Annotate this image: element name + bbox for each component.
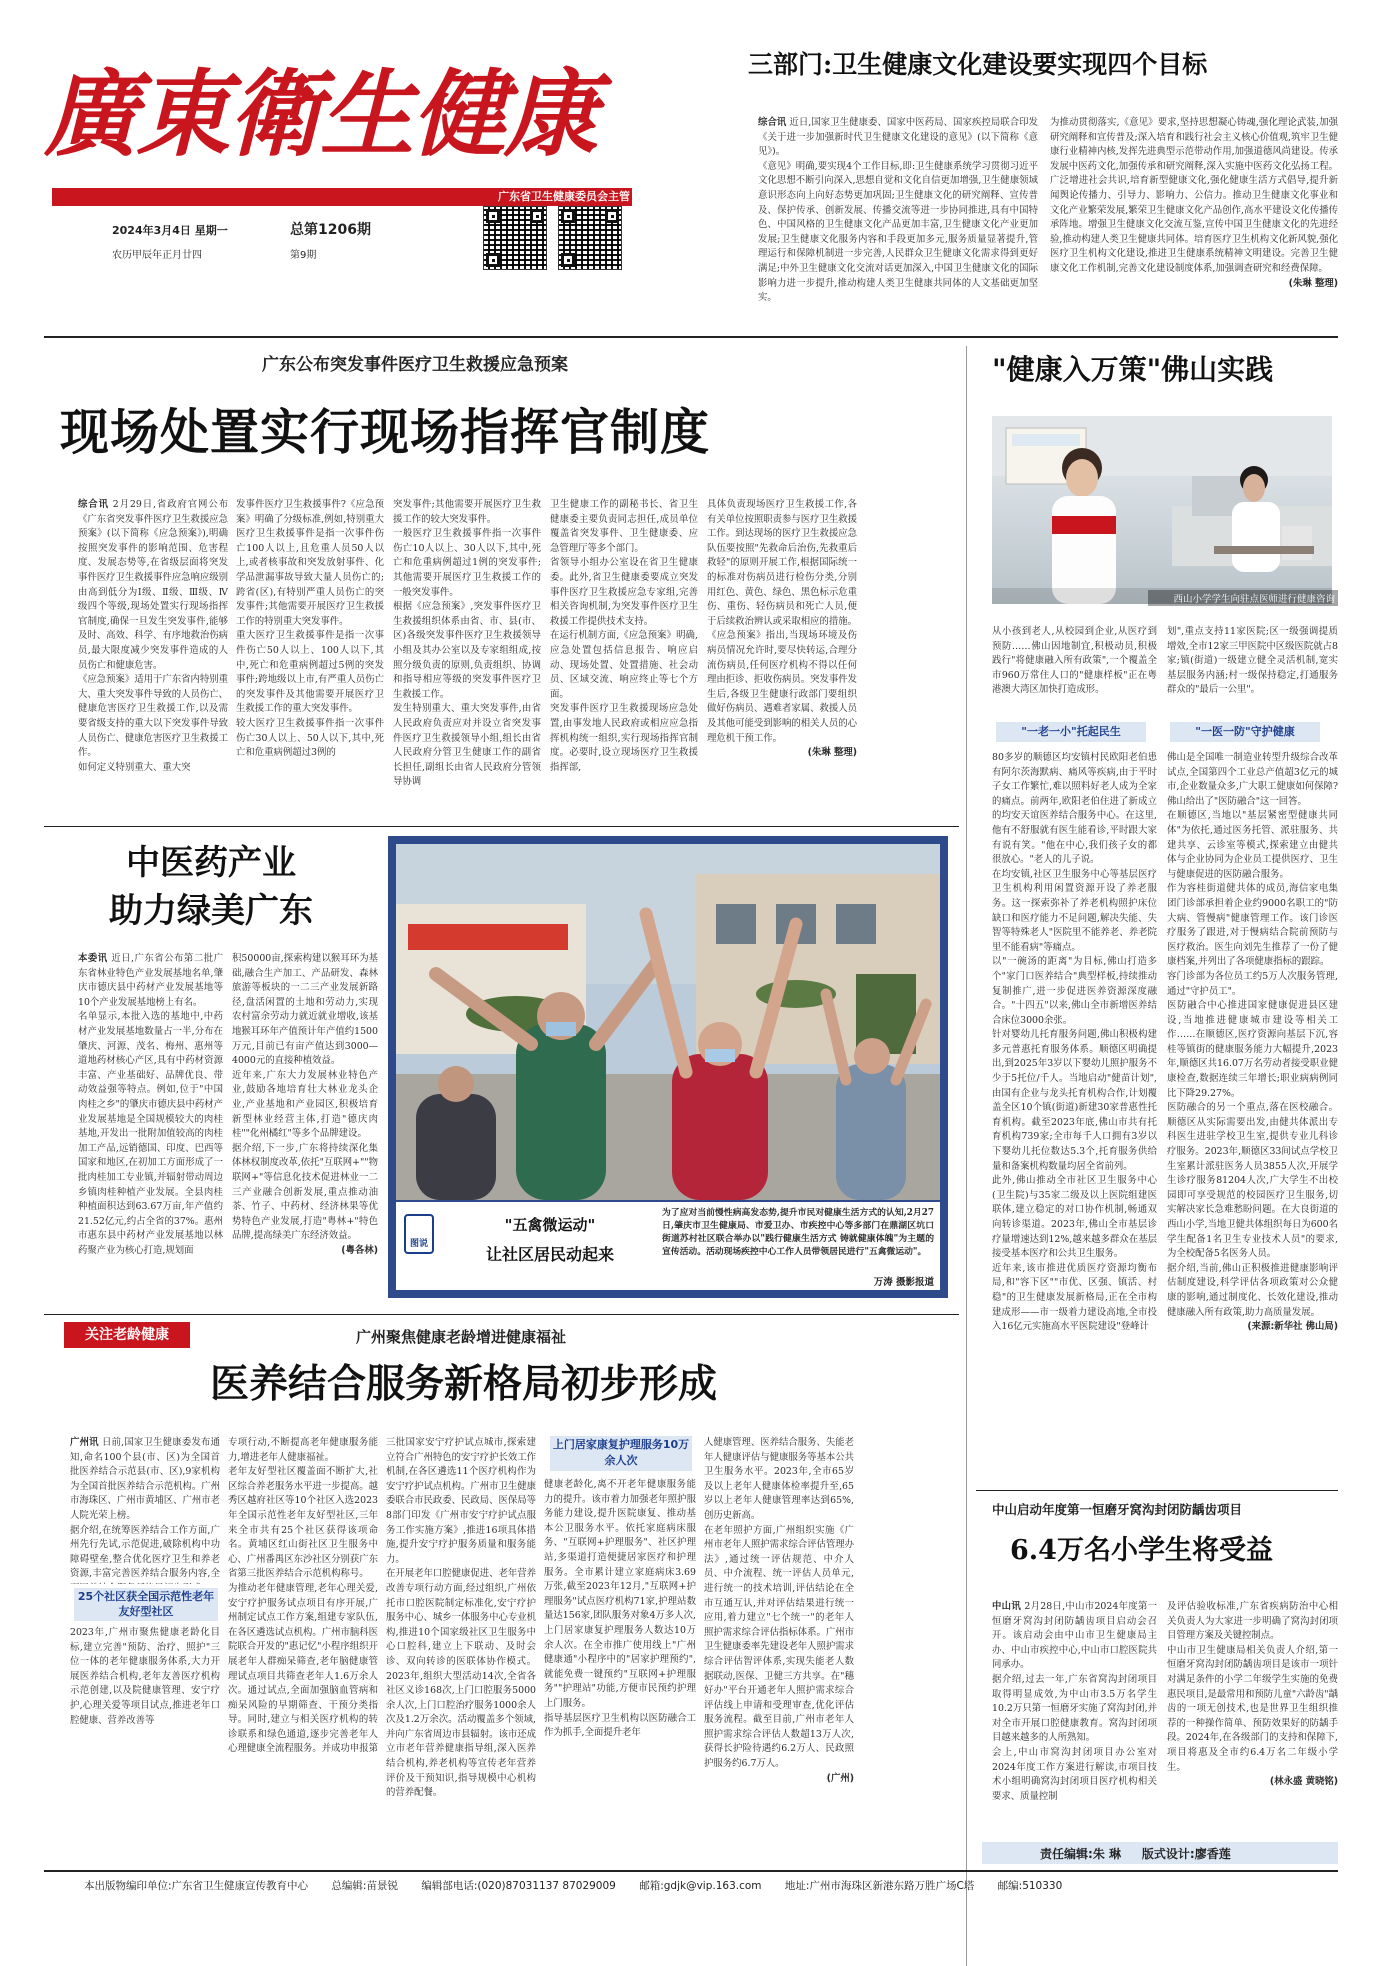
emergency-col1-text: 2月29日,省政府官网公布《广东省突发事件医疗卫生救援应急预案》(以下简称《应急预案》),明确按照突发事件的影响范围、危害程度、发展态势等,在省级层面将突发事件医疗卫生救援事件应急响应级别由高到低分为Ⅰ级、Ⅱ级、Ⅲ级、Ⅳ级四个等级,现场处置实行现场指挥官制度,确保一旦发生突发事件,能够及时、高效、科学、有序地救治伤病员,最大限度减少突发事件造成的人员伤亡和健康危害。 《应急预案》适用于广东省内特别重大、重大突发事件导致的人员伤亡、健康危害医疗卫生救援工作,以及需要省级支持的重大以下突发事件导致人员伤亡、健康危害医疗卫生救援工作。 如何定义特别重大、重大突 [78, 499, 228, 773]
tushuo-icon [404, 1214, 434, 1254]
zhongshan-title: 6.4万名小学生将受益 [1010, 1535, 1273, 1566]
elderly-kicker: 广州聚焦健康老龄增进健康福祉 [356, 1328, 567, 1346]
elderly-lead: 广州讯 [70, 1437, 99, 1448]
tcm-col2-text: 积50000亩,探索构建以猴耳环为基础,融合生产加工、产品研发、森林旅游等板块的一二三产业发展新路径,盘活闲置的土地和劳动力,实现农村富余劳动力就近就业增收,该基地猴耳环年产值预计年产值约1500万元,目前已有亩产值达到3000—4000元的直接种植效益。 近年来,广东大力发展林业特色产业,鼓励各地培育壮大林业龙头企业,产业基地和产业园区,积极培育新型林业经营主体,打造"德庆肉桂""化州橘红"等多个品牌建设。 据介绍,下一步,广东将持续深化集体林权制度改革,依托"互联网+""物联网+"等信息化技术促进林业一二三产业融合创新发展,重点推动油茶、竹子、中药材、经济林果等优势特色产业发展,打造"粤林+"特色品牌,提高绿美广东经济效益。 [232, 953, 378, 1242]
divider-vertical-right [966, 346, 967, 1966]
tcm-col1-text: 近日,广东省公布第二批广东省林业特色产业发展基地名单,肇庆市德庆县中药材产业发展基地等10个产业发展基地榜上有名。 名单显示,本批入选的基地中,中药材产业发展基地数量占一半,分布在肇庆、河源、茂名、梅州、惠州等道地药材核心产区,具有中药材资源丰富、产业基础好、品牌优良、带动效益强等特点。例如,位于"中国肉桂之乡"的肇庆市德庆县中药材产业发展基地是全国规模较大的肉桂基地,开发出一批附加值较高的肉桂加工产品,远销德国、印度、巴西等国家和地区,在初加工方面形成了一批肉桂加工专业镇,并辐射带动周边乡镇肉桂种植产业发展。全县肉桂种植面积达到63.67万亩,年产值约21.52亿元,约占全省的37%。惠州市惠东县中药材产业发展基地以林药聚产业为核心打造,规划面 [78, 953, 223, 1256]
tcm-title-1: 中医药产业 [126, 843, 296, 883]
footer-postcode: 邮编:510330 [997, 1880, 1063, 1892]
foshan-col2-text: 佛山是全国唯一制造业转型升级综合改革试点,全国第四个工业总产值超3亿元的城市,企业数量众多,广大职工健康如何保障?佛山给出了"医防融合"这一回答。 在顺德区,当地以"基层紧密型健康共同体"为依托,通过医务托管、派驻服务、共建共享、云诊室等模式,探索建立由健共体与企业协同为企业员工提供医疗、卫生与健康促进的医防融合服务。 作为容桂街道健共体的成员,海信家电集团门诊部承担着企业约9000名职工的"防大病、管慢病"健康管理工作。该门诊医疗服务了跟进,对于慢病结合院前预防与医疗救治。医生向刘先生推荐了一份了健康档案,并列出了各项健康指标的跟踪。 容门诊部为各位员工约5万人次服务管理,通过"守护员工"。 医防融合中心推进国家健康促进县区建设,当地推进健康城市建设等相关工作……在顺德区,医疗资源向基层下沉,容桂等镇街的健康服务能力大幅提升,2023年,顺德区共16.07万名劳动者接受职业健康检查,数据连续三年增长;职业病病例同比下降29.27%。 医防融合的另一个重点,落在医校融合。顺德区从实际需要出发,由健共体派出专科医生进驻学校卫生室,提供专业儿科诊疗服务。2023年,顺德区33间试点学校卫生室累计派驻医务人员3855人次,开展学生诊疗服务81204人次,广大学生不出校园即可享受规范的校园医疗卫生服务,切实解决家长急难愁盼问题。在大良街道的西山小学,当地卫健共体组织每日为600名学生配备1名卫生专业技术人员"的要求,为全校配备5名医务人员。 据介绍,当前,佛山正积极推进健康影响评估制度建设,科学评估各项政策对公众健康的影响,通过制度化、长效化建设,推动健康融入所有政策,助力高质量发展。 [1167, 752, 1338, 1318]
tcm-title-2: 助力绿美广东 [109, 891, 313, 931]
foshan-subhead-2: "一医一防"守护健康 [1170, 722, 1320, 742]
foshan-title: "健康入万策"佛山实践 [992, 353, 1274, 386]
zhongshan-col2 [1167, 1600, 1338, 1828]
editors-line [1040, 1845, 1231, 1862]
exercise-photo-illustration [396, 844, 940, 1200]
elderly-col5 [704, 1436, 854, 1842]
elderly-col5-text: 人健康管理、医养结合服务、失能老年人健康评估与健康服务等基本公共卫生服务水平。2023年,全市65岁及以上老年人健康体检率提升至,65岁以上老年人健康管理率达到65%,创历史新高。 在老年照护方面,广州组织实施《广州市老年人照护需求综合评估管理办法》,通过统一评估规范、中介人员、中介流程、统一评估人员单元,进行统一的技术培训,评估结论在全市互通互认,并对评估结果进行统一应用,着力建立"七个统一"的老年人照护需求综合评估指标体系。广州市卫生健康委率先建设老年人照护需求综合评估智评体系,实现失能老人数据联动,医保、卫健三方共享。在"穗好办"平台开通老年人照护需求综合评估线上申请和受理审查,优化评估服务流程。截至目前,广州市老年人照护需求综合评估人数超13万人次,获得长护险待遇约6.2万人、民政照护服务约6.7万人。 [704, 1437, 854, 1770]
footer-email[interactable]: 邮箱:gdjk@vip.163.com [639, 1880, 762, 1892]
emergency-col3: 突发事件;其他需要开展医疗卫生救援工作的较大突发事件。 一般医疗卫生救援事件指一次事件伤亡10人以上、30人以下,其中,死亡和危重病例超过1例的突发事件;其他需要开展医疗卫生救援工作的一般突发事件。 根据《应急预案》,突发事件医疗卫生救援组织体系由省、市、县(市、区)各级突发事件医疗卫生救援领导小组及其办公室以及专家组组成,按照分级负责的原则,负责组织、协调和指导相应等级的突发事件医疗卫生救援工作。 发生特别重大、重大突发事件,由省人民政府负责应对并设立省突发事件医疗卫生救援领导小组,组长由省人民政府分管卫生健康工作的副省长担任,副组长由省人民政府分管领导协调 [393, 499, 541, 788]
exercise-title-1: "五禽微运动" [504, 1216, 596, 1234]
elderly-col1b: 2023年,广州市聚焦健康老龄化目标,建立完善"预防、治疗、照护"三位一体的老年健康服务体系,大力开展医养结合机构,老年友善医疗机构示范创建,以及院健康管理、安宁疗护,心理关爱等项目试点,推进老年口腔健康、营养改善等 [70, 1627, 220, 1726]
emergency-title: 现场处置实行现场指挥官制度 [60, 403, 711, 461]
elderly-byline: (广州) [826, 1772, 854, 1784]
tcm-lead: 本委讯 [78, 953, 108, 964]
tushuo-icon-label: 图说 [409, 1239, 428, 1249]
top-story-col1-text: 近日,国家卫生健康委、国家中医药局、国家疾控局联合印发《关于进一步加强新时代卫生健康文化建设的意见》(以下简称《意见》)。 《意见》明确,要实现4个工作目标,即:卫生健康系统学习贯彻习近平文化思想不断引向深入,思想自觉和文化自信更加增强,卫生健康领域意识形态向上向好态势更加巩固;卫生健康文化的研究阐释、宣传普及、保护传承、创新发展、传播交流等进一步协同推进,具有中国特色、中国风格的卫生健康文化产品更加丰富,卫生健康文化产业更加发展;卫生健康文化服务内容和手段更加多元,服务质量显著提升,管理运行和保障机制进一步完善,人民群众卫生健康文化需求得到更好满足;中外卫生健康文化交流对话更加深入,中国卫生健康文化的国际影响力进一步提升,推动构建人类卫生健康共同体的人文基础更加坚实。 [758, 117, 1038, 304]
top-story-col2-text: 为推动贯彻落实,《意见》要求,坚持思想凝心铸魂,强化理论武装,加强研究阐释和宣传普及;深入培育和践行社会主义核心价值观,筑牢卫生健康行业精神内核,发挥先进典型示范带动作用,加强道德风尚建设。传承发展中医药文化,加强传承和研究阐释,深入实施中医药文化弘扬工程。广泛增进社会共识,培育新型健康文化,强化健康生活方式倡导,提升新闻舆论传播力、引导力、影响力、公信力。推动卫生健康文化事业和文化产业繁荣发展,繁荣卫生健康文化产品创作,高水平建设文化传播传承阵地。增强卫生健康文化交流互鉴,宣传中国卫生健康文化的先进经验,推动构建人类卫生健康共同体。培育医疗卫生机构文化新风貌,强化医疗卫生机构文化建设,推进卫生健康系统精神文明建设。完善卫生健康文化工作机制,完善文化建设制度体系,加强调查研究和经费保障。 [1050, 117, 1338, 274]
exercise-caption: 为了应对当前慢性病高发态势,提升市民对健康生活方式的认知,2月27日,肇庆市卫生健康局、市爱卫办、市疾控中心等多部门在鼎湖区坑口街道苏村社区联合举办以"践行健康生活方式 铸就健康体魄"为主题的宣传活动。活动现场疾控中心工作人员带领居民进行"五禽微运动"。 [662, 1208, 934, 1257]
emergency-col5 [707, 498, 857, 816]
emergency-byline: (朱琳 整理) [807, 747, 857, 759]
top-story-col1 [758, 116, 1038, 316]
masthead-date: 2024年3月4日 星期一 [112, 224, 228, 237]
top-story-col2 [1050, 116, 1338, 320]
tcm-col2 [232, 952, 378, 1298]
qr-code-2[interactable] [558, 206, 622, 270]
exercise-photo [396, 844, 940, 1200]
zhongshan-col1-text: 2月28日,中山市2024年度第一恒磨牙窝沟封闭防龋齿项目启动会召开。该启动会由中山市卫生健康局主办、中山市疾控中心,中山市口腔医院共同承办。 据介绍,过去一年,广东省窝沟封闭项目取得明显成效,为中山市3.5万名学生10.2万只第一恒磨牙实施了窝沟封闭,并对全市开展口腔健康教育。窝沟封闭项目越来越多的人所熟知。 会上,中山市窝沟封闭项目办公室对2024年度工作方案进行解读,市项目技术小组明确窝沟封闭项目医疗机构相关要求、质量控制 [992, 1601, 1157, 1802]
elderly-col4: 健康老龄化,离不开老年健康服务能力的提升。该市着力加强老年照护服务能力建设,提升医院康复、推动基本公卫服务水平。依托家庭病床服务、"互联网+护理服务"、社区护理站,多渠道打造便捷居家医疗和护理服务。全市累计建立家庭病床3.69万张,截至2023年12月,"互联网+护理服务"试点医疗机构71家,护理站数量达156家,团队服务对象4万多人次,上门居家康复护理服务人数达10万余人次。在全市推广使用线上"广州健康通"小程序中的"居家护理预约",就能免费一键预约"互联网+护理服务""护理站"功能,方便市民预约护理上门服务。 指导基层医疗卫生机构以医防融合工作为抓手,全面提升老年 [544, 1479, 696, 1739]
zhongshan-byline: (林永盛 黄晓铭) [1269, 1776, 1338, 1788]
elderly-col1 [70, 1436, 220, 1584]
elderly-subhead-2: 上门居家康复护理服务10万余人次 [550, 1436, 692, 1471]
tcm-col1 [78, 952, 223, 1298]
emergency-col4: 卫生健康工作的副秘书长、省卫生健康委主要负责同志担任,成员单位覆盖省突发事件、卫生健康委、应急管理厅等多个部门。 省领导小组办公室设在省卫生健康委。此外,省卫生健康委要成立突发事件医疗卫生救援应急专家组,完善相关咨询机制,为突发事件医疗卫生救援工作提供技术支持。 在运行机制方面,《应急预案》明确,应急处置包括信息报告、响应启动、现场处置、处置措施、社会动员、区域交流、响应终止等七个方面。 突发事件医疗卫生救援现场应急处置,由事发地人民政府或相应应急指挥机构统一组织,实行现场指挥官制度。必要时,设立现场医疗卫生救援指挥部, [550, 499, 698, 773]
elderly-col2: 专项行动,不断提高老年健康服务能力,增进老年人健康福祉。 老年友好型社区覆盖面不断扩大,社区综合养老服务水平进一步提高。越秀区越府社区等10个社区入选2023年全国示范性老年友好型社区,三年来全市共有25个社区获得该项命名。黄埔区红山街社区卫生服务中心、广州番禺区东沙社区分别获广东省第三批医养结合示范机构称号。 为推动老年健康管理,老年心理关爱,安宁疗护服务试点项目有序开展,广州制定试点工作方案,组建专家队伍,在各区遴选试点机构。广州市脑科医院联合开发的"惠记忆"小程序组织开展老年人群痴呆筛查,老年脑健康管理试点项目共筛查老年人1.6万余人次。通过试点,全面加强脑血管病和痴呆风险的早期筛查、干预分类指导。同时,建立与相关医疗机构的转诊联系和绿色通道,逐步完善老年人心理健康全流程服务。并成功申报第 [228, 1437, 378, 1755]
elderly-subhead-1: 25个社区获全国示范性老年友好型社区 [74, 1588, 218, 1621]
emergency-col1 [78, 498, 228, 816]
footer-publisher: 本出版物编印单位:广东省卫生健康宣传教育中心 [84, 1880, 309, 1892]
exercise-title-2: 让社区居民动起来 [485, 1245, 614, 1264]
exercise-photographer: 万涛 摄影报道 [873, 1277, 934, 1288]
divider-top [44, 336, 1338, 338]
tcm-byline: (粤各林) [341, 1244, 378, 1256]
emergency-kicker: 广东公布突发事件医疗卫生救援应急预案 [262, 355, 568, 375]
emergency-lead: 综合讯 [78, 499, 109, 510]
zhongshan-lead: 中山讯 [992, 1601, 1022, 1612]
foshan-photo [992, 416, 1332, 604]
divider-elderly [44, 1314, 959, 1315]
foshan-col2 [1167, 751, 1338, 1476]
elderly-col3: 三批国家安宁疗护试点城市,探索建立符合广州特色的安宁疗护长效工作机制,在各区遴选11个医疗机构作为安宁疗护试点机构。广州市卫生健康委联合市民政委、民政局、医保局等8部门印发《广州市安宁疗护试点服务工作实施方案》,推进16项具体措施,提升安宁疗护服务质量和服务能力。 在开展老年口腔健康促进、老年营养改善专项行动方面,经过组织,广州依托市口腔医院制定标准化,安宁疗护服务中心、城乡一体服务中心专业机构,推进10个国家级社区卫生服务中心口腔科,建立上下联动、及时会诊、双向转诊的医联体协作模式。2023年,组织大型活动14次,全省各社区义诊168次,上门口腔服务5000余人次,上门口腔治疗服务1000余人次及1.2万余次。活动覆盖多个领域,并向广东省周边市县辐射。该市还成立市老年营养健康指导组,深入医养结合机构,养老机构等宣传老年营养评价及干预知识,指导规模中心机构的营养配餐。 [386, 1437, 536, 1799]
zhongshan-col1 [992, 1600, 1157, 1828]
foshan-subhead-1: "一老一小"托起民生 [996, 722, 1146, 742]
emergency-col2: 发事件医疗卫生救援事件?《应急预案》明确了分级标准,例如,特别重大医疗卫生救援事件是指一次事件伤亡100人以上,且危重人员50人以上,或者核事故和突发放射事件、化学品泄漏事故导致大量人员伤亡的;跨省(区),有特别严重人员伤亡的突发事件;其他需要开展医疗卫生救援工作的特别重大突发事件。 重大医疗卫生救援事件是指一次事件伤亡50人以上、100人以下,其中,死亡和危重病例超过5例的突发事件;跨地级以上市,有严重人员伤亡的突发事件及其他需要开展医疗卫生救援工作的重大突发事件。 较大医疗卫生救援事件指一次事件伤亡30人以上、50人以下,其中,死亡和危重病例超过3例的 [236, 499, 384, 759]
footer-phone: 编辑部电话:(020)87031137 87029009 [421, 1880, 616, 1892]
divider-foshan-zhongshan [976, 1490, 1338, 1491]
elderly-section-tag: 关注老龄健康 [64, 1322, 190, 1348]
foshan-photo-illustration [992, 416, 1332, 604]
qr-code-1[interactable] [483, 206, 547, 270]
divider-mid [44, 826, 959, 827]
footer-divider [44, 1870, 1338, 1872]
foshan-photo-caption: 西山小学学生向驻点医师进行健康咨询 [1148, 590, 1338, 606]
zhongshan-col2-text: 及评估验收标准,广东省疾病防治中心相关负责人为大家进一步明确了窝沟封闭项目管理方案及关键控制点。 中山市卫生健康局相关负责人介绍,第一恒磨牙窝沟封闭防龋齿项目是该市一项针对满足条件的小学二年级学生实施的免费惠民项目,是最常用和预防儿童"六龄齿"龋齿的一项无创技术,也是世界卫生组织推荐的一种操作简单、预防效果好的防龋手段。2024年,在各级部门的支持和保障下,项目将惠及全市约6.4万名二年级小学生。 [1167, 1601, 1338, 1773]
elderly-col1-text: 日前,国家卫生健康委发布通知,命名100个县(市、区)为全国首批医养结合示范县(市、区),9家机构为全国首批医养结合示范机构。广州市海珠区、广州市黄埔区、广州市老人院光荣上榜。 据介绍,在统筹医养结合工作方面,广州先行先试,示范促进,破除机构中功障碍壁垒,整合优化医疗卫生和养老资源,丰富完善医养结合服务内容,全 [70, 1437, 220, 1580]
masthead-logo: 廣東衛生健康 [44, 60, 597, 170]
foshan-col1: 80多岁的顺德区均安镇村民欧阳老伯患有阿尔茨海默病、痛风等疾病,由于平时子女工作繁忙,难以照料好老人成为全家的痛点。前两年,欧阳老伯住进了新成立的均安天谊医养结合服务中心。在这里,他有不舒服就有医生能看诊,平时跟大家有说有笑。"他在中心,我们孩子女的都很放心。"老人的儿子说。 在均安镇,社区卫生服务中心等基层医疗卫生机构利用闲置资源开设了养老服务。这一探索弥补了养老机构照护床位缺口和医疗能力不足问题,解决失能、失智等特殊老人"医院里不能养老、养老院里不能看病"等痛点。 以"一碗汤的距离"为目标,佛山打造多个"家门口医养结合"典型样板,持续推动复制推广,进一步促进医养资源深度融合。"十四五"以来,佛山全市新增医养结合床位3000余张。 针对婴幼儿托育服务问题,佛山积极构建多元普惠托育服务体系。顺德区明确提出,到2025年3岁以下婴幼儿照护服务不少于5托位/千人。当地启动"健苗计划",由国有企业与龙头托育机构合作,计划覆盖全区10个镇(街道)新建30家普惠性托育机构。截至2023年底,佛山市共有托育机构739家;全市每千人口拥有3岁以下婴幼儿托位数达5.3个,托育服务供给量和备案机构数量均居全省前列。 此外,佛山推动全市社区卫生服务中心(卫生院)与35家二级及以上医院组建医联体,建立稳定的对口协作机制,畅通双向转诊渠道。2023年,佛山全市基层诊疗量增速达到12%,越来越多群众在基层接受基本医疗和公共卫生服务。 近年来,该市推进优质医疗资源均衡布局,和"容下区""市优、区强、镇活、村稳"的卫生健康发展新格局,正在全市构建成形——市一级着力建设高地,全市投入16亿元实施高水平医院建设"登峰计 [992, 752, 1157, 1333]
masthead-issue-num: 第9期 [290, 250, 317, 261]
designer-name: 廖香莲 [1194, 1847, 1231, 1861]
masthead-issue-total: 总第1206期 [290, 222, 371, 238]
footer-line [84, 1878, 1338, 1893]
foshan-byline: (来源:新华社 佛山局) [1247, 1321, 1338, 1333]
top-story-lead: 综合讯 [758, 117, 787, 128]
designer-label: 版式设计: [1141, 1847, 1195, 1861]
foshan-intro-col1: 从小孩到老人,从校园到企业,从医疗到预防……佛山因地制宜,积极动员,积极践行"将健康融入所有政策",一个覆盖全市960万常住人口的"健康样板"正在粤港澳大湾区加快打造成形。 [992, 626, 1157, 696]
footer-address: 地址:广州市海珠区新港东路万胜广场C塔 [784, 1880, 975, 1892]
top-story-title: 三部门:卫生健康文化建设要实现四个目标 [748, 50, 1208, 79]
editor-label: 责任编辑: [1040, 1847, 1093, 1861]
zhongshan-kicker: 中山启动年度第一恒磨牙窝沟封闭防龋齿项目 [992, 1502, 1243, 1517]
masthead-sponsor: 广东省卫生健康委员会主管 [498, 190, 630, 203]
footer-chief-editor: 总编辑:苗景锐 [331, 1880, 398, 1892]
top-story-byline: (朱琳 整理) [1288, 277, 1338, 289]
elderly-title: 医养结合服务新格局初步形成 [210, 1361, 718, 1407]
editor-name: 朱 琳 [1092, 1847, 1121, 1861]
foshan-intro-col2: 划",重点支持11家医院;区一级强调提质增效,全市12家三甲医院中区级医院就占8家;镇(街道)一级建立健全灵活机制,宽实基层服务内涵;村一级保持稳定,打通服务群众的"最后一公里"。 [1167, 626, 1338, 696]
emergency-col5-text: 具体负责现场医疗卫生救援工作,各有关单位按照职责参与医疗卫生救援工作。到达现场的医疗卫生救援应急队伍要按照"先救命后治伤,先救重后救轻"的原则开展工作,根据国际统一的标准对伤病员进行检伤分类,分别用红色、黄色、绿色、黑色标示危重伤、重伤、轻伤病员和死亡人员,便于后续救治辨认或采取相应的措施。 《应急预案》指出,当现场环境及伤病员情况允许时,要尽快转运,合理分流伤病员,任何医疗机构不得以任何理由拒诊、拒收伤病员。突发事件发生后,各级卫生健康行政部门要组织做好伤病员、遇难者家属、救援人员及其他可能受到影响的相关人员的心理危机干预工作。 [707, 499, 857, 744]
masthead-lunar: 农历甲辰年正月廿四 [112, 250, 202, 261]
